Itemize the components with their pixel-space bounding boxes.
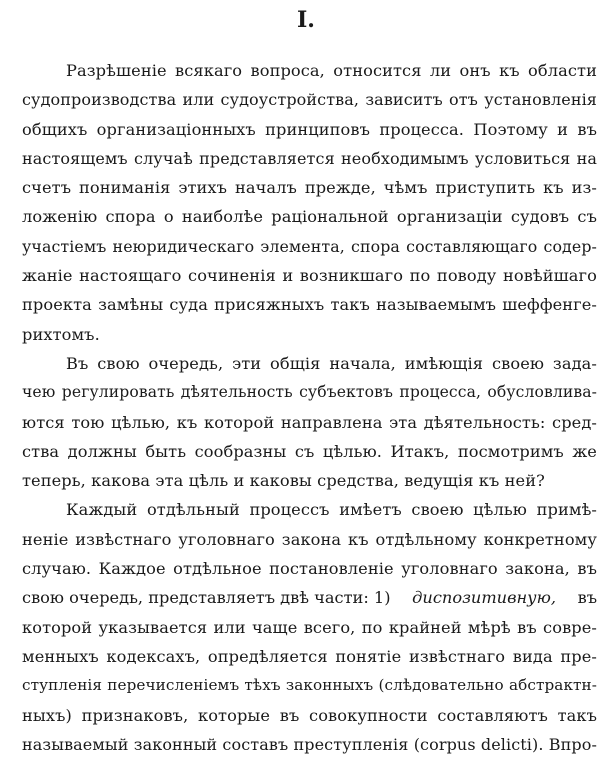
text-line: ложенію спора о наиболѣе раціональной организаціи судовъ съ [22, 207, 597, 227]
text-line: счетъ пониманія этихъ началъ прежде, чѣмъ приступить къ из- [22, 178, 597, 198]
italic-term: диспозитивную, [412, 588, 556, 608]
text-line: судопроизводства или судоустройства, зависитъ отъ установленія [22, 90, 597, 110]
text-segment: свою очередь, представляетъ двѣ части: 1) [22, 588, 391, 608]
text-line: общихъ организаціонныхъ принциповъ процесса. Поэтому и въ [22, 119, 597, 139]
document-body [22, 56, 597, 759]
text-line: которой указывается или чаще всего, по крайней мѣрѣ въ совре- [22, 617, 597, 637]
text-line: Въ свою очередь, эти общія начала, имѣющія своею зада- [66, 353, 597, 373]
text-line: менныхъ кодексахъ, опредѣляется понятіе извѣстнаго вида пре- [22, 646, 597, 666]
text-line: чею регулировать дѣятельность субъектовъ процесса, обусловлива- [22, 383, 597, 402]
text-line: неніе извѣстнаго уголовнаго закона къ отдѣльному конкретному [22, 529, 597, 549]
text-line: называемый законный составъ преступленія (corpus delicti). Впро- [22, 734, 597, 754]
text-line: ныхъ) признаковъ, которые въ совокупности составляютъ такъ [22, 705, 597, 725]
text-line: проекта замѣны суда присяжныхъ такъ называемымъ шеффенге- [22, 295, 597, 315]
text-line: жаніе настоящаго сочиненія и возникшаго по поводу новѣйшаго [22, 266, 597, 286]
text-line: ства должны быть сообразны съ цѣлью. Итакъ, посмотримъ же [22, 441, 597, 461]
text-line: ются тою цѣлью, къ которой направлена эта дѣятельность: сред- [22, 412, 597, 432]
text-line-mixed [22, 583, 597, 612]
text-line: Каждый отдѣльный процессъ имѣетъ своею цѣлью примѣ- [66, 500, 597, 520]
text-line: случаю. Каждое отдѣльное постановленіе уголовнаго закона, въ [22, 559, 597, 579]
text-line: теперь, какова эта цѣль и каковы средства, ведущія къ ней? [22, 471, 545, 491]
text-line: настоящемъ случаѣ представляется необходимымъ условиться на [22, 148, 597, 168]
text-line: участіемъ неюридическаго элемента, спора составляющаго содер- [22, 236, 597, 256]
text-line: ступленія перечисленіемъ тѣхъ законныхъ (слѣдовательно абстрактн- [22, 676, 597, 695]
text-line: рихтомъ. [22, 324, 100, 344]
text-segment: въ [577, 588, 597, 608]
section-heading: I. [297, 7, 315, 33]
text-line: Разрѣшеніе всякаго вопроса, относится ли онъ къ области [66, 61, 597, 80]
